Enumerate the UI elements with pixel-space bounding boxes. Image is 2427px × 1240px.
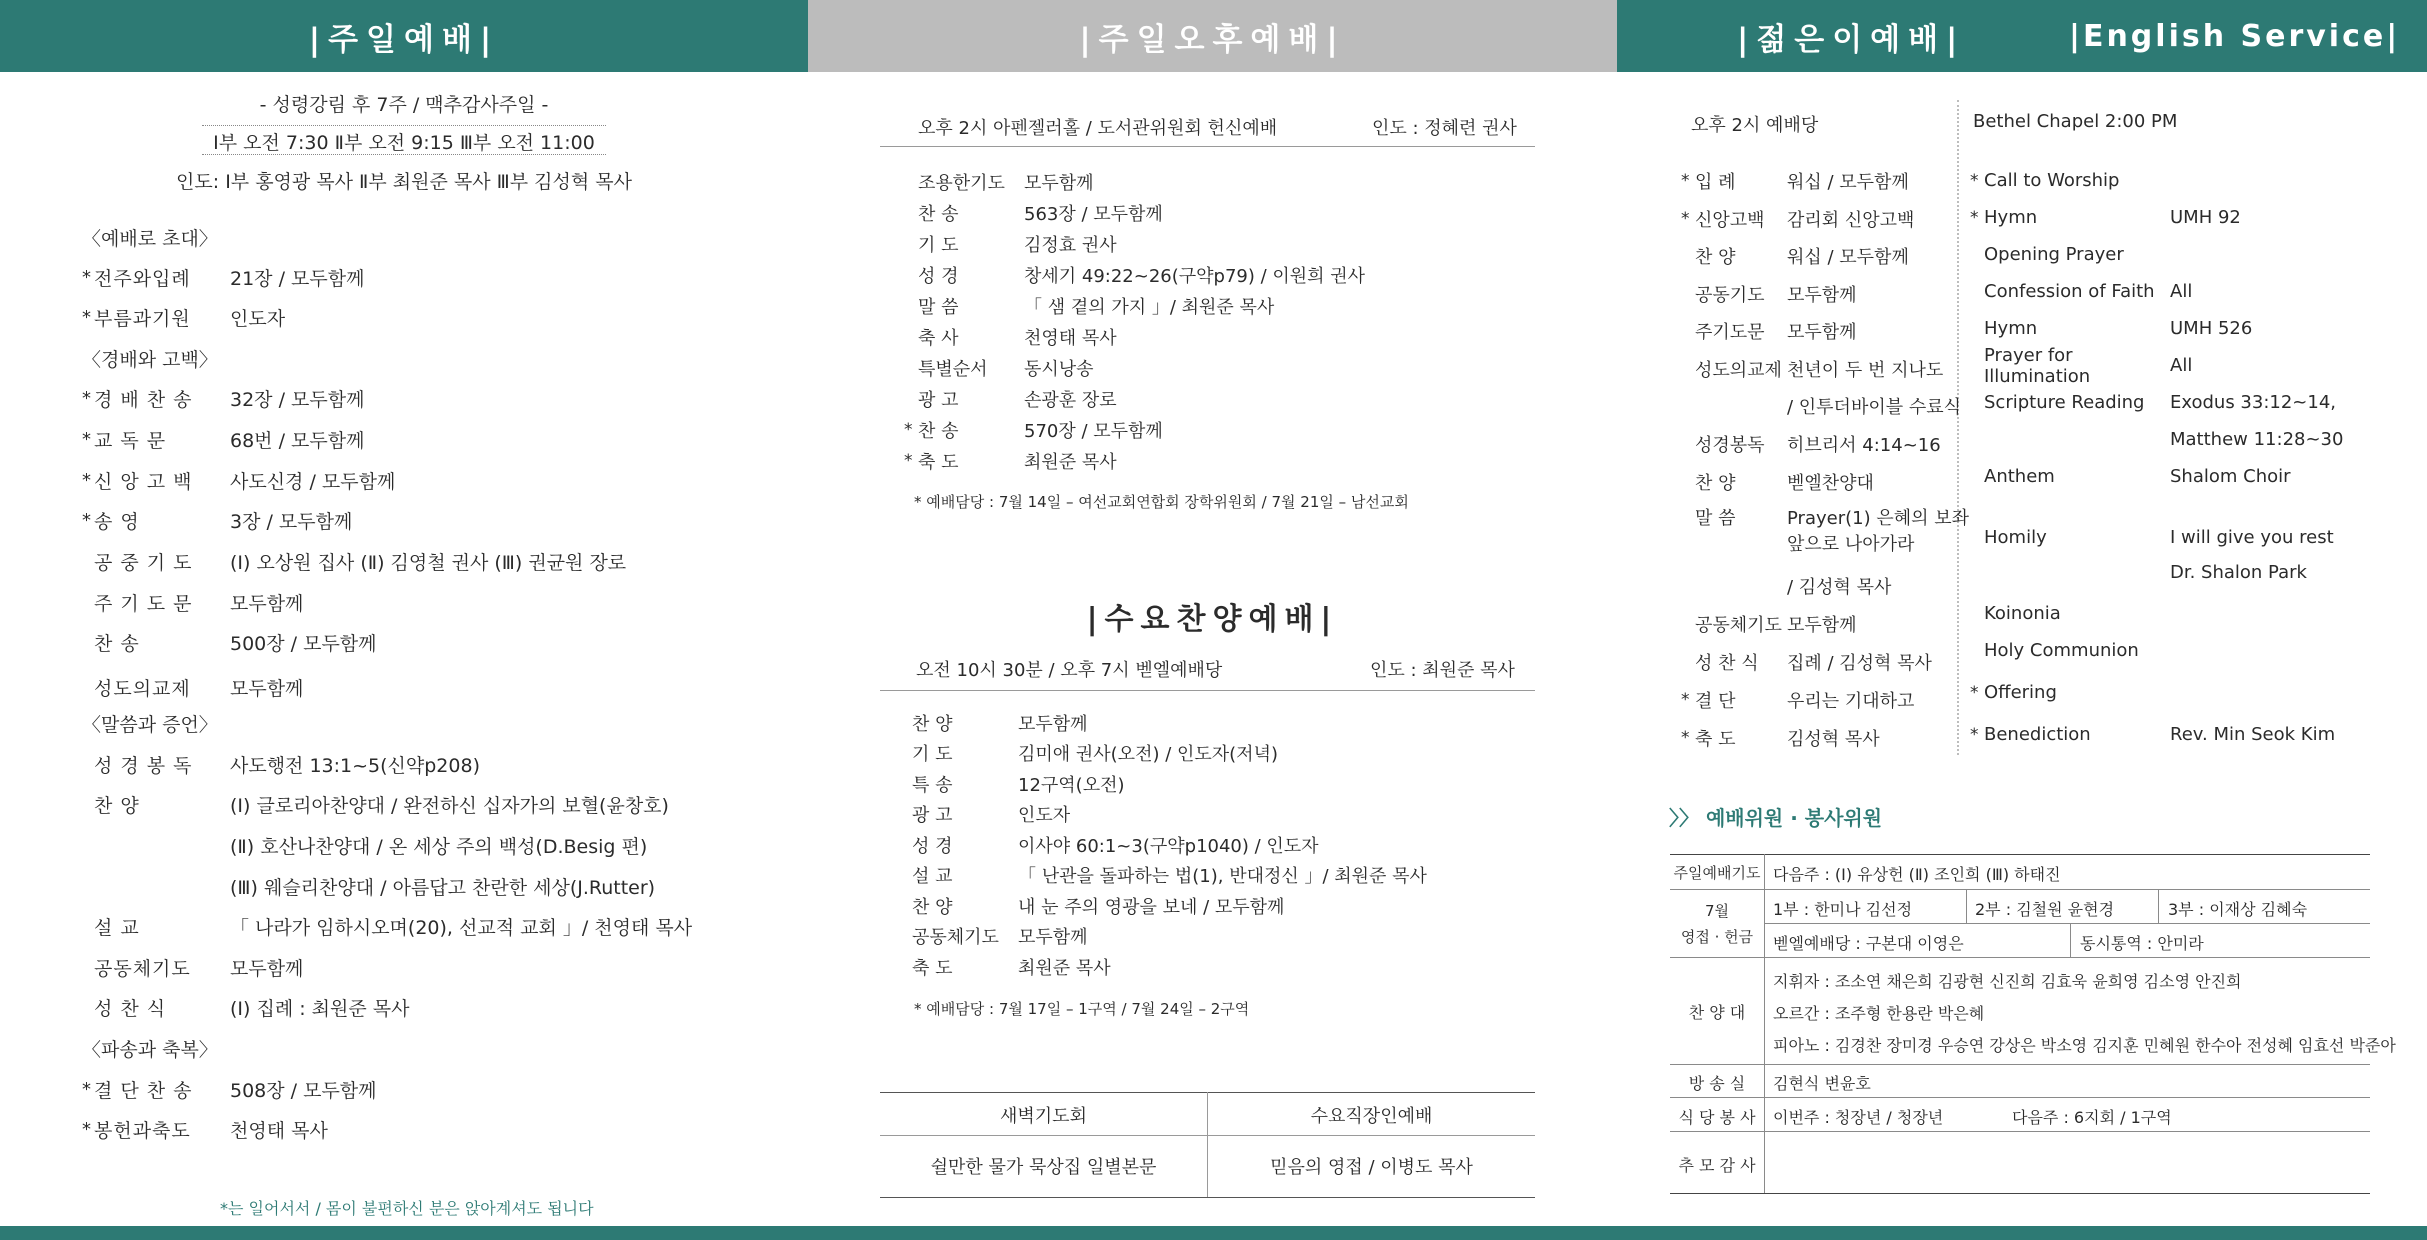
order-label: 전주와입례	[94, 267, 191, 290]
order-value: 모두함께	[1787, 284, 1857, 306]
order-label: 축 도	[918, 451, 959, 473]
order-value: (Ⅰ) 오상원 집사 (Ⅱ) 김영철 권사 (Ⅲ) 권균원 장로	[230, 551, 627, 574]
staff-value: 김현식 변윤호	[1773, 1074, 1871, 1093]
order-label: 결 단 찬 송	[94, 1079, 193, 1102]
order-value: / 김성혁 목사	[1787, 576, 1892, 598]
order-value: Dr. Shalon Park	[2170, 562, 2307, 583]
column-divider	[1957, 100, 1959, 755]
order-item	[1681, 275, 1857, 312]
standing-mark: *	[1681, 208, 1690, 229]
order-item	[912, 829, 1319, 860]
order-label: 축 도	[912, 957, 953, 979]
order-item	[904, 197, 1163, 228]
standing-mark: *	[82, 1118, 91, 1140]
order-item	[82, 1069, 377, 1109]
order-item	[82, 866, 655, 906]
standing-mark: *	[1970, 682, 1979, 703]
order-item	[1970, 273, 2192, 310]
order-value: 김미애 권사(오전) / 인도자(저녁)	[1018, 743, 1278, 765]
standing-mark: *	[1970, 724, 1979, 745]
order-item	[82, 667, 303, 707]
order-value: 모두함께	[1787, 614, 1857, 636]
order-label: 찬 양	[1695, 246, 1736, 268]
order-label: Confession of Faith	[1984, 281, 2155, 302]
order-label: 성 찬 식	[1695, 652, 1759, 674]
order-value: (Ⅲ) 웨슬리찬양대 / 아름답고 찬란한 세상(J.Rutter)	[230, 876, 656, 899]
order-item	[1970, 716, 2335, 753]
order-value: 사도신경 / 모두함께	[230, 470, 396, 493]
order-label: 성도의교제	[1695, 359, 1782, 381]
sunday-times: Ⅰ부 오전 7:30 Ⅱ부 오전 9:15 Ⅲ부 오전 11:00	[213, 132, 595, 154]
order-value: 김정효 권사	[1024, 234, 1117, 256]
order-label: Opening Prayer	[1984, 244, 2124, 265]
staff-value: 이번주 : 청장년 / 청장년	[1773, 1108, 1944, 1127]
order-value: Prayer(1) 은혜의 보좌	[1787, 508, 1969, 529]
order-item	[1970, 310, 2252, 347]
order-item	[912, 859, 1427, 890]
dawn-prayer-value: 쉴만한 물가 묵상집 일별본문	[930, 1157, 1157, 1178]
order-value: 「 난관을 돌파하는 법(1), 반대정신 」/ 최원준 목사	[1018, 865, 1427, 887]
order-label: 말 씀	[1695, 508, 1736, 529]
order-item	[82, 947, 303, 987]
youth-service-title: |젊은이예배|	[1737, 21, 1966, 58]
order-label: 공동기도	[1695, 284, 1765, 306]
section-sending-blessing: 〈파송과 축복〉	[82, 1039, 218, 1061]
order-item	[912, 707, 1088, 738]
order-value: All	[2170, 355, 2193, 376]
standing-footnote: *는 일어서서 / 몸이 불편하신 분은 앉아계셔도 됩니다	[220, 1199, 594, 1218]
order-label: 찬 송	[94, 632, 140, 655]
order-value: 사도행전 13:1~5(신약p208)	[230, 754, 480, 777]
order-label: 성 경 봉 독	[94, 754, 193, 777]
order-value: 32장 / 모두함께	[230, 388, 365, 411]
order-item	[82, 419, 364, 459]
order-item	[1970, 595, 2170, 632]
order-item	[904, 352, 1094, 383]
order-item	[82, 257, 364, 297]
order-item	[1970, 519, 2334, 556]
order-item	[82, 500, 352, 540]
worker-service-value: 믿음의 영접 / 이병도 목사	[1270, 1157, 1473, 1178]
order-item	[82, 378, 364, 418]
afternoon-info: 오후 2시 아펜젤러홀 / 도서관위원회 헌신예배	[918, 118, 1278, 139]
order-item	[1970, 458, 2291, 495]
order-item	[1681, 567, 1891, 604]
order-label: 축 도	[1695, 728, 1736, 750]
order-item	[1970, 236, 2170, 273]
order-item	[82, 987, 409, 1027]
order-item	[82, 1109, 328, 1149]
sunday-subtitle: - 성령강림 후 7주 / 맥추감사주일 -	[259, 94, 549, 116]
order-label: Anthem	[1984, 466, 2055, 487]
order-item	[1970, 199, 2241, 236]
order-value: Shalom Choir	[2170, 466, 2291, 487]
order-label: 특 송	[912, 774, 953, 796]
order-label: 축 사	[918, 327, 959, 349]
wednesday-service-title: |수요찬양예배|	[1086, 602, 1339, 637]
standing-mark: *	[1681, 689, 1690, 710]
order-item	[912, 920, 1088, 951]
order-value: 천영태 목사	[1024, 327, 1117, 349]
order-label: 공 중 기 도	[94, 551, 193, 574]
order-label: 결 단	[1695, 690, 1736, 712]
order-label: 성 찬 식	[94, 997, 167, 1020]
order-item	[82, 744, 480, 784]
order-item	[82, 582, 303, 622]
staff-label: 방 송 실	[1688, 1074, 1746, 1093]
order-label: 말 씀	[918, 296, 959, 318]
order-label: 찬 송	[918, 420, 959, 442]
order-value: 모두함께	[1018, 713, 1088, 735]
english-service-title: |English Service|	[2069, 18, 2401, 54]
staff-value: 오르간 : 조주형 한용란 박은혜	[1773, 1004, 1985, 1023]
standing-mark: *	[82, 1078, 91, 1100]
standing-mark: *	[82, 306, 91, 328]
order-value: 12구역(오전)	[1018, 774, 1125, 796]
order-label: Holy Communion	[1984, 640, 2139, 661]
order-item	[1681, 643, 1932, 680]
order-item	[904, 383, 1117, 414]
staff-label: 추 모 감 사	[1678, 1156, 1756, 1175]
order-label: 신 앙 고 백	[94, 470, 193, 493]
afternoon-duty-note: * 예배담당 : 7월 14일 – 여선교회연합회 장학위원회 / 7월 21일 – 남선교회	[914, 493, 1409, 511]
order-label: 성 경	[912, 835, 953, 857]
staff-section-title: 〉〉 예배위원 · 봉사위원	[1669, 806, 1883, 830]
order-item	[82, 541, 626, 581]
staff-value: 2부 : 김철원 윤현경	[1975, 900, 2115, 919]
order-label: 조용한기도	[918, 172, 1005, 194]
english-info: Bethel Chapel 2:00 PM	[1973, 111, 2178, 132]
order-value: 앞으로 나아가라	[1787, 534, 1915, 555]
order-item	[1681, 200, 1914, 237]
order-label: 성경봉독	[1695, 434, 1765, 456]
section-worship-confession: 〈경배와 고백〉	[82, 349, 218, 371]
order-label: 공동체기도	[1695, 614, 1782, 636]
wednesday-info: 오전 10시 30분 / 오후 7시 벧엘예배당	[916, 660, 1223, 681]
staff-label: 영접 · 헌금	[1680, 928, 1754, 946]
order-label: 찬 양	[912, 896, 953, 918]
order-value: 내 눈 주의 영광을 보네 / 모두함께	[1018, 896, 1285, 918]
staff-label: 찬 양 대	[1688, 1003, 1746, 1022]
dawn-prayer-head: 새벽기도회	[1000, 1106, 1087, 1127]
staff-value: 동시통역 : 안미라	[2080, 934, 2204, 953]
order-label: 주 기 도 문	[94, 592, 193, 615]
order-item	[912, 951, 1111, 982]
order-value: UMH 92	[2170, 207, 2241, 228]
order-label: 부름과기원	[94, 307, 191, 330]
order-label: 기 도	[918, 234, 959, 256]
order-item	[904, 259, 1365, 290]
order-value: 이사야 60:1~3(구약p1040) / 인도자	[1018, 835, 1319, 857]
standing-mark: *	[82, 266, 91, 288]
standing-mark: *	[82, 469, 91, 491]
order-value: 500장 / 모두함께	[230, 632, 377, 655]
standing-mark: *	[1970, 170, 1979, 191]
order-label: 찬 양	[94, 794, 140, 817]
order-value: 김성혁 목사	[1787, 728, 1880, 750]
order-label: Offering	[1984, 682, 2057, 703]
order-label: Call to Worship	[1984, 170, 2120, 191]
order-label: 성도의교제	[94, 677, 191, 700]
staff-value: 피아노 : 김경찬 장미경 우승연 강상은 박소영 김지훈 민혜원 한수아 전성혜 임효선 박준아	[1773, 1036, 2396, 1055]
order-value: 570장 / 모두함께	[1024, 420, 1163, 442]
order-label: 교 독 문	[94, 429, 167, 452]
order-item	[904, 228, 1117, 259]
order-value: 천년이 두 번 지나도	[1787, 359, 1944, 381]
order-item	[904, 166, 1094, 197]
order-value: 우리는 기대하고	[1787, 690, 1915, 712]
order-item	[912, 890, 1284, 921]
order-item	[1681, 463, 1874, 500]
order-value: 최원준 목사	[1018, 957, 1111, 979]
order-item	[904, 445, 1117, 476]
sunday-service-header: |주일예배|	[0, 0, 808, 72]
standing-mark: *	[904, 419, 913, 440]
order-value: Matthew 11:28~30	[2170, 429, 2344, 450]
order-value: 창세기 49:22~26(구약p79) / 이원희 권사	[1024, 265, 1366, 287]
order-item	[912, 798, 1070, 829]
order-label: Homily	[1984, 527, 2047, 548]
standing-mark: *	[82, 387, 91, 409]
order-item	[82, 297, 285, 337]
order-label: 기 도	[912, 743, 953, 765]
order-value: 모두함께	[1024, 172, 1094, 194]
order-item	[1681, 350, 1943, 387]
order-value: 집례 / 김성혁 목사	[1787, 652, 1932, 674]
order-label: 광 고	[912, 804, 953, 826]
order-item	[1681, 503, 1969, 531]
order-label: Scripture Reading	[1984, 392, 2145, 413]
worker-service-head: 수요직장인예배	[1310, 1106, 1433, 1127]
order-item	[912, 737, 1278, 768]
order-value: 천영태 목사	[230, 1119, 328, 1142]
order-label: 찬 양	[912, 713, 953, 735]
order-label: 찬 송	[918, 203, 959, 225]
order-value: 모두함께	[230, 677, 304, 700]
staff-label: 7월	[1704, 902, 1730, 920]
order-label: 봉헌과축도	[94, 1119, 191, 1142]
standing-mark: *	[1681, 727, 1690, 748]
standing-mark: *	[904, 450, 913, 471]
order-item	[1681, 387, 1961, 424]
order-item	[1681, 162, 1909, 199]
order-value: 인도자	[230, 307, 286, 330]
order-item	[904, 414, 1163, 445]
order-value: 손광훈 장로	[1024, 389, 1117, 411]
order-item	[1681, 312, 1857, 349]
afternoon-leader: 인도 : 정혜련 권사	[1372, 118, 1517, 139]
order-item	[1970, 384, 2336, 421]
footer-bar	[0, 1226, 2427, 1240]
order-value: 히브리서 4:14~16	[1787, 434, 1941, 456]
order-value: 워십 / 모두함께	[1787, 246, 1909, 268]
order-value: / 인투더바이블 수료식	[1787, 396, 1961, 418]
order-value: 인도자	[1018, 804, 1071, 826]
order-label: 공동체기도	[912, 926, 999, 948]
order-value: 감리회 신앙고백	[1787, 209, 1915, 231]
order-label: Benediction	[1984, 724, 2091, 745]
staff-value: 1부 : 한미나 김선정	[1773, 900, 1913, 919]
order-label: 성 경	[918, 265, 959, 287]
order-value: 68번 / 모두함께	[230, 429, 365, 452]
order-label: 공동체기도	[94, 957, 191, 980]
order-item	[904, 321, 1117, 352]
order-value: Exodus 33:12~14,	[2170, 392, 2336, 413]
order-value: 모두함께	[1018, 926, 1088, 948]
order-value: 모두함께	[1787, 321, 1857, 343]
order-label: 신앙고백	[1695, 209, 1765, 231]
order-item	[1681, 529, 1914, 557]
order-item	[1970, 554, 2307, 591]
order-value: 모두함께	[230, 592, 304, 615]
order-label: Koinonia	[1984, 603, 2061, 624]
order-value: All	[2170, 281, 2193, 302]
order-value: 워십 / 모두함께	[1787, 171, 1909, 193]
order-value: (Ⅱ) 호산나찬양대 / 온 세상 주의 백성(D.Besig 편)	[230, 835, 648, 858]
staff-value: 다음주 : 6지회 / 1구역	[2012, 1108, 2172, 1127]
order-value: 563장 / 모두함께	[1024, 203, 1163, 225]
order-item	[1681, 681, 1914, 718]
sunday-leaders: 인도: Ⅰ부 홍영광 목사 Ⅱ부 최원준 목사 Ⅲ부 김성혁 목사	[176, 171, 632, 193]
order-label: 광 고	[918, 389, 959, 411]
order-item	[1970, 344, 2193, 387]
section-invitation: 〈예배로 초대〉	[82, 228, 218, 250]
staff-label: 주일예배기도	[1673, 864, 1761, 882]
order-label: 입 례	[1695, 171, 1736, 193]
order-item	[82, 825, 647, 865]
order-item	[1970, 632, 2170, 669]
order-value: 508장 / 모두함께	[230, 1079, 377, 1102]
staff-value: 3부 : 이재상 김혜숙	[2168, 900, 2308, 919]
order-label: 찬 양	[1695, 472, 1736, 494]
order-value: 「 샘 곁의 가지 」/ 최원준 목사	[1024, 296, 1275, 318]
order-item	[1681, 425, 1941, 462]
order-label: 송 영	[94, 510, 140, 533]
order-label: Prayer for Illumination	[1984, 344, 2091, 387]
order-value: 벧엘찬양대	[1787, 472, 1874, 494]
order-value: 동시낭송	[1024, 358, 1094, 380]
order-item	[912, 768, 1125, 799]
youth-english-header	[1617, 0, 2427, 72]
order-item	[82, 906, 692, 946]
wednesday-leader: 인도 : 최원준 목사	[1370, 660, 1515, 681]
order-value: I will give you rest	[2170, 527, 2334, 548]
standing-mark: *	[1681, 170, 1690, 191]
order-item	[1681, 719, 1880, 756]
staff-value: 벧엘예배당 : 구본대 이영은	[1773, 934, 1964, 953]
order-item	[1970, 162, 2170, 199]
order-label: 설 교	[912, 865, 953, 887]
staff-value: 지휘자 : 조소연 채은희 김광현 신진희 김효욱 윤희영 김소영 안진희	[1773, 972, 2242, 991]
order-value: 최원준 목사	[1024, 451, 1117, 473]
order-label: Hymn	[1984, 207, 2038, 228]
order-value: (Ⅰ) 집례 : 최원준 목사	[230, 997, 410, 1020]
order-value: 21장 / 모두함께	[230, 267, 365, 290]
order-item	[1681, 237, 1909, 274]
order-item	[82, 784, 669, 824]
order-value: 모두함께	[230, 957, 304, 980]
staff-label: 식 당 봉 사	[1678, 1108, 1756, 1127]
staff-value: 다음주 : (Ⅰ) 유상헌 (Ⅱ) 조인희 (Ⅲ) 하태진	[1773, 865, 2061, 884]
order-label: 주기도문	[1695, 321, 1765, 343]
order-label: 경 배 찬 송	[94, 388, 193, 411]
section-word-testimony: 〈말씀과 증언〉	[82, 714, 218, 736]
order-item	[82, 460, 395, 500]
order-item	[904, 290, 1274, 321]
order-value: Rev. Min Seok Kim	[2170, 724, 2336, 745]
order-item	[1970, 674, 2170, 711]
order-value: (Ⅰ) 글로리아찬양대 / 완전하신 십자가의 보혈(윤창호)	[230, 794, 669, 817]
order-item	[1970, 421, 2343, 458]
standing-mark: *	[82, 509, 91, 531]
order-value: 「 나라가 임하시오며(20), 선교적 교회 」/ 천영태 목사	[230, 916, 693, 939]
afternoon-service-header: |주일오후예배|	[808, 0, 1617, 72]
wednesday-duty-note: * 예배담당 : 7월 17일 – 1구역 / 7월 24일 – 2구역	[914, 1000, 1250, 1018]
standing-mark: *	[82, 428, 91, 450]
order-value: UMH 526	[2170, 318, 2253, 339]
order-item	[1681, 605, 1857, 642]
order-item	[82, 622, 377, 662]
order-label: 설 교	[94, 916, 140, 939]
order-value: 3장 / 모두함께	[230, 510, 353, 533]
youth-info: 오후 2시 예배당	[1691, 115, 1819, 136]
standing-mark: *	[1970, 207, 1979, 228]
order-label: Hymn	[1984, 318, 2038, 339]
order-label: 특별순서	[918, 358, 988, 380]
